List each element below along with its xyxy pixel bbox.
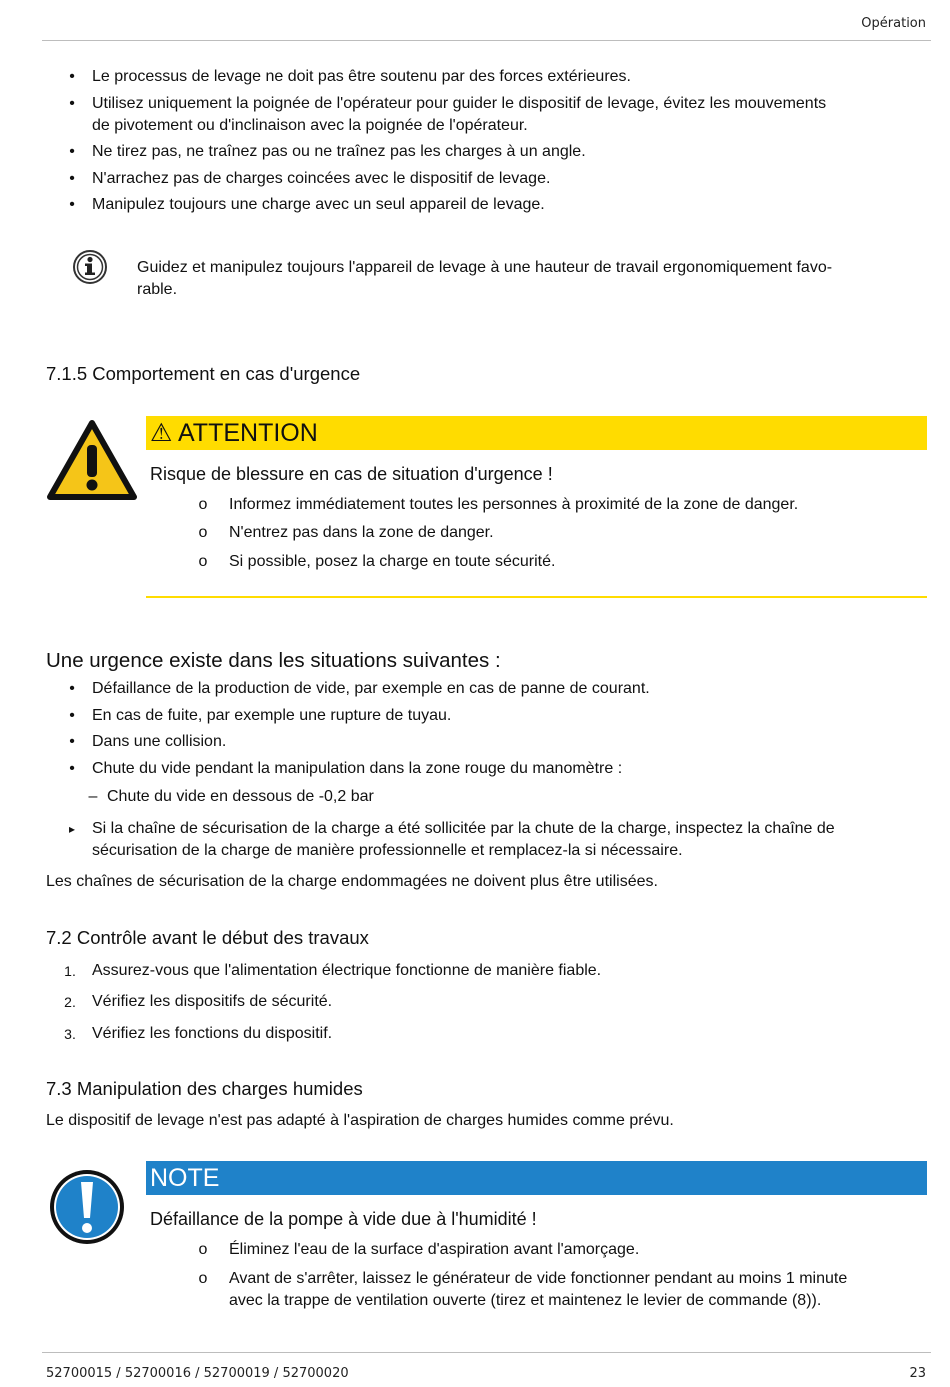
list-item: • Manipulez toujours une charge avec un seul appareil de levage.	[69, 196, 545, 213]
list-item: o Éliminez l'eau de la surface d'aspiration avant l'amorçage.	[198, 1241, 640, 1258]
attention-bottom-rule	[146, 596, 927, 598]
note-banner: NOTE	[146, 1161, 927, 1195]
list-item: • N'arrachez pas de charges coincées avec le dispositif de levage.	[69, 170, 551, 187]
footer-part-numbers: 52700015 / 52700016 / 52700019 / 52700020	[46, 1366, 349, 1381]
section-heading-72: 7.2 Contrôle avant le début des travaux	[46, 927, 369, 948]
list-item: • Défaillance de la production de vide, par exemple en cas de panne de courant.	[69, 680, 650, 697]
numbered-item: 3. Vérifiez les fonctions du dispositif.	[64, 1025, 333, 1042]
list-item: o Si possible, posez la charge en toute sécurité.	[198, 553, 556, 570]
numbered-item: 1. Assurez-vous que l'alimentation électrique fonctionne de manière fiable.	[64, 962, 602, 979]
list-item: • Chute du vide pendant la manipulation dans la zone rouge du manomètre :	[69, 760, 623, 777]
action-step: ▸ Si la chaîne de sécurisation de la charge a été sollicitée par la chute de la charge, inspectez la chaîne de sécurisation de la charge de manière professionnelle et remplacez-la si nécessaire.	[68, 820, 835, 859]
header-rule	[42, 40, 931, 41]
footer-page-number: 23	[909, 1366, 926, 1381]
list-item: • Utilisez uniquement la poignée de l'opérateur pour guider le dispositif de levage, évitez les mouvements de pivotement ou d'inclinaison avec la poignée de l'opérateur.	[69, 95, 827, 134]
footer-rule	[42, 1352, 931, 1353]
list-item: • Le processus de levage ne doit pas être soutenu par des forces extérieures.	[69, 68, 631, 85]
list-item: • Ne tirez pas, ne traînez pas ou ne traînez pas les charges à un angle.	[69, 143, 586, 160]
header-section-title: Opération	[861, 16, 926, 31]
list-item: o Informez immédiatement toutes les personnes à proximité de la zone de danger.	[198, 496, 799, 513]
note-heading: Défaillance de la pompe à vide due à l'humidité !	[150, 1209, 537, 1229]
warning-heading: Risque de blessure en cas de situation d'urgence !	[150, 464, 553, 484]
list-item: • Dans une collision.	[69, 733, 227, 750]
list-item: o N'entrez pas dans la zone de danger.	[198, 524, 494, 541]
warning-triangle-icon	[46, 419, 138, 501]
section-heading-715: 7.1.5 Comportement en cas d'urgence	[46, 363, 361, 384]
info-icon	[72, 249, 108, 285]
list-item: o Avant de s'arrêter, laissez le générateur de vide fonctionner pendant au moins 1 minute avec la trappe de ventilation ouverte (tirez et maintenez le levier de commande (8)).	[198, 1270, 848, 1309]
exclamation-circle-icon	[48, 1168, 126, 1246]
closing-text: Les chaînes de sécurisation de la charge endommagées ne doivent plus être utilisées.	[46, 873, 658, 890]
section-73-text: Le dispositif de levage n'est pas adapté à l'aspiration de charges humides comme prévu.	[46, 1112, 674, 1129]
list-item: • En cas de fuite, par exemple une rupture de tuyau.	[69, 707, 452, 724]
urgency-heading: Une urgence existe dans les situations suivantes :	[46, 649, 501, 672]
info-note-text: Guidez et manipulez toujours l'appareil de levage à une hauteur de travail ergonomiquement favo- rable.	[137, 259, 833, 298]
dash-list-item: – Chute du vide en dessous de -0,2 bar	[88, 788, 374, 805]
section-heading-73: 7.3 Manipulation des charges humides	[46, 1078, 363, 1099]
numbered-item: 2. Vérifiez les dispositifs de sécurité.	[64, 993, 333, 1010]
attention-banner: ⚠ ATTENTION	[146, 416, 927, 450]
